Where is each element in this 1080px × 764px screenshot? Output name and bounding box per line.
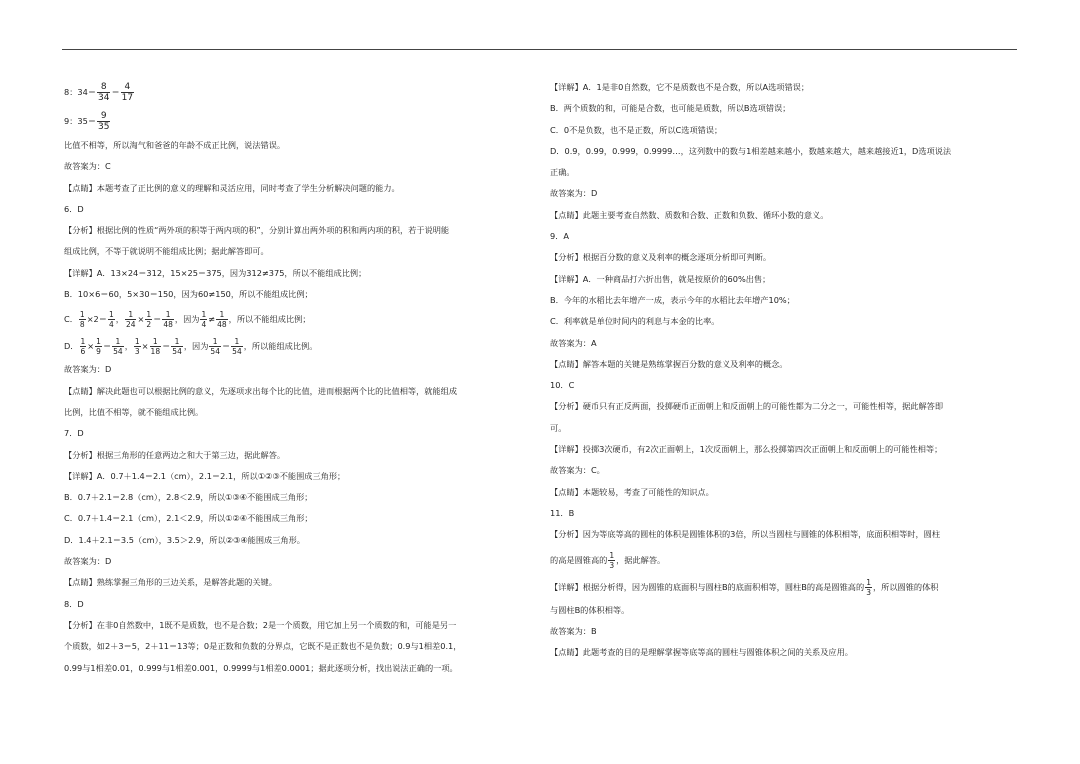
text-line-l11 xyxy=(64,310,526,329)
text-line-l22: 故答案为：D xyxy=(64,556,112,567)
text-line-l18: 【详解】A．0.7＋1.4＝2.1（cm），2.1＝2.1，所以①②③不能围成三角形； xyxy=(64,470,346,481)
text-line-r9: 【分析】根据百分数的意义及利率的概念逐项分析即可判断。 xyxy=(550,252,772,263)
fraction-denominator: 4 xyxy=(108,320,114,330)
text-run: ＝ xyxy=(111,87,120,97)
text-run: ，所以不能组成比例； xyxy=(228,314,311,325)
text-run: ≠ xyxy=(208,314,216,325)
text-line-l26: 个质数，如2＋3＝5，2＋11＝13等；0是正数和负数的分界点，它既不是正数也不是负数；0.9与1相差0.1， xyxy=(64,641,462,652)
text-line-l19: B．0.7＋2.1＝2.8（cm），2.8＜2.9，所以①③④不能围成三角形； xyxy=(64,492,313,503)
text-line-l9: 【详解】A．13×24＝312，15×25＝375，因为312≠375，所以不能组成比例； xyxy=(64,267,367,278)
fraction-numerator: 1 xyxy=(609,550,615,560)
text-line-l14: 【点睛】解决此题也可以根据比例的意义，先逐项求出每个比的比值，进而根据两个比的比值相等，就能组成 xyxy=(64,385,458,396)
fraction-numerator: 1 xyxy=(125,310,137,320)
text-line-l1 xyxy=(64,82,526,103)
fraction-denominator: 24 xyxy=(125,320,136,330)
fraction xyxy=(171,337,183,356)
text-line-r25: 与圆柱B的体积相等。 xyxy=(550,604,630,615)
text-line-r26: 故答案为：B xyxy=(550,625,597,636)
text-line-r3: C．0不是负数，也不是正数，所以C选项错误； xyxy=(550,124,723,135)
text-run: × xyxy=(141,341,149,352)
text-line-l17: 【分析】根据三角形的任意两边之和大于第三边，据此解答。 xyxy=(64,449,286,460)
fraction-denominator: 6 xyxy=(80,347,86,357)
text-line-r6: 故答案为：D xyxy=(550,188,598,199)
fraction-denominator: 2 xyxy=(146,320,152,330)
text-run: 9：35＝ xyxy=(64,116,97,126)
text-run: 的高是圆锥高的 xyxy=(550,554,608,565)
text-line-l5: 【点睛】本题考查了正比例的意义的理解和灵活应用，同时考查了学生分析解决问题的能力。 xyxy=(64,182,400,193)
text-line-r8: 9．A xyxy=(550,231,569,242)
fraction xyxy=(150,337,162,356)
text-line-r12: C．利率就是单位时间内的利息与本金的比率。 xyxy=(550,316,720,327)
fraction-denominator: 9 xyxy=(96,347,101,357)
text-line-l27: 0.99与1相差0.01，0.999与1相差0.001，0.9999与1相差0.0001；据此逐项分析，找出说法正确的一项。 xyxy=(64,662,458,673)
text-run: 8：34＝ xyxy=(64,87,97,97)
text-run: × xyxy=(137,314,145,325)
fraction-denominator: 3 xyxy=(609,560,615,570)
fraction-denominator: 34 xyxy=(98,93,110,103)
fraction-denominator: 3 xyxy=(134,347,140,357)
fraction-denominator: 3 xyxy=(866,587,871,597)
fraction xyxy=(108,310,115,329)
text-run: ，因为 xyxy=(183,341,209,352)
text-line-r5: 正确。 xyxy=(550,167,575,178)
text-run: ，所以圆锥的体积 xyxy=(872,581,939,592)
fraction xyxy=(865,578,872,597)
text-line-l6: 6．D xyxy=(64,203,84,214)
text-run: ， xyxy=(124,341,133,352)
text-line-r4: D．0.9，0.99，0.999，0.9999…，这列数中的数与1相差越来越小，数越来越大，越来越接近1，D选项说法 xyxy=(550,145,952,156)
text-line-r18: 【详解】投掷3次硬币，有2次正面朝上，1次反面朝上，那么投掷第四次正面朝上和反面朝上的可能性相等； xyxy=(550,444,943,455)
text-run: × xyxy=(87,341,95,352)
text-line-l24: 8．D xyxy=(64,598,84,609)
text-line-r10: 【详解】A．一种商品打六折出售，就是按原价的60%出售； xyxy=(550,273,771,284)
text-line-l13: 故答案为：D xyxy=(64,364,112,375)
fraction xyxy=(216,310,228,329)
text-run: ×2＝ xyxy=(86,314,107,325)
text-line-r2: B．两个质数的和，可能是合数，也可能是质数，所以B选项错误； xyxy=(550,103,791,114)
fraction-numerator: 1 xyxy=(80,337,86,347)
fraction-numerator: 4 xyxy=(121,82,134,93)
text-line-l10: B．10×6＝60，5×30＝150，因为60≠150，所以不能组成比例； xyxy=(64,289,313,300)
text-line-r13: 故答案为：A xyxy=(550,337,597,348)
text-line-r22: 【分析】因为等底等高的圆柱的体积是圆锥体积的3倍，所以当圆柱与圆锥的体积相等，底面积相等时，圆柱 xyxy=(550,529,941,540)
text-line-r16: 【分析】硬币只有正反两面，投掷硬币正面朝上和反面朝上的可能性都为二分之一，可能性相等，据此解答即 xyxy=(550,401,944,412)
fraction-denominator: 8 xyxy=(79,320,85,330)
text-run: ＝ xyxy=(221,341,231,352)
fraction-numerator: 1 xyxy=(231,337,243,347)
fraction xyxy=(231,337,243,356)
fraction-numerator: 1 xyxy=(134,337,140,347)
text-line-r19: 故答案为：C。 xyxy=(550,465,605,476)
text-run: ＝ xyxy=(102,341,112,352)
fraction-numerator: 1 xyxy=(96,337,101,347)
text-run: 【详解】根据分析得，因为圆锥的底面积与圆柱B的底面积相等，圆柱B的高是圆锥高的 xyxy=(550,581,865,592)
text-line-r7: 【点睛】此题主要考查自然数、质数和合数、正数和负数、循环小数的意义。 xyxy=(550,209,829,220)
fraction-denominator: 54 xyxy=(210,347,220,357)
text-line-l8: 组成比例，不等于就说明不能组成比例；据此解答即可。 xyxy=(64,246,269,257)
text-line-r24 xyxy=(550,578,1012,597)
fraction-denominator: 48 xyxy=(217,320,227,330)
fraction-numerator: 1 xyxy=(866,577,871,587)
text-line-l3: 比值不相等，所以淘气和爸爸的年龄不成正比例，说法错误。 xyxy=(64,140,286,150)
fraction-numerator: 1 xyxy=(146,310,152,320)
text-line-r14: 【点睛】解答本题的关键是熟练掌握百分数的意义及利率的概念。 xyxy=(550,358,788,369)
text-line-l12 xyxy=(64,337,526,356)
fraction xyxy=(125,310,137,329)
text-line-r27: 【点睛】此题考查的目的是理解掌握等底等高的圆柱与圆锥体积之间的关系及应用。 xyxy=(550,647,853,658)
fraction-numerator: 1 xyxy=(150,337,162,347)
fraction-numerator: 8 xyxy=(97,82,110,93)
text-line-l15: 比例，比值不相等，就不能组成比例。 xyxy=(64,406,204,417)
fraction xyxy=(80,337,87,356)
text-line-r20: 【点睛】本题较易，考查了可能性的知识点。 xyxy=(550,486,714,497)
text-run: ，因为 xyxy=(174,314,200,325)
fraction-denominator: 54 xyxy=(113,347,123,357)
fraction xyxy=(121,82,134,103)
right-column xyxy=(550,82,1012,668)
fraction-denominator: 18 xyxy=(150,347,161,357)
text-run: ，所以能组成比例。 xyxy=(243,341,318,352)
fraction-numerator: 1 xyxy=(216,310,228,320)
text-line-r15: 10．C xyxy=(550,380,575,391)
fraction xyxy=(112,337,124,356)
header-rule xyxy=(62,49,1017,50)
text-line-l20: C．0.7＋1.4＝2.1（cm），2.1＜2.9，所以①②④不能围成三角形； xyxy=(64,513,313,524)
fraction-numerator: 1 xyxy=(162,310,174,320)
fraction-numerator: 9 xyxy=(97,111,110,122)
fraction-numerator: 1 xyxy=(108,310,114,320)
fraction xyxy=(200,310,207,329)
text-line-r23 xyxy=(550,551,1012,570)
text-line-l7: 【分析】根据比例的性质“两外项的积等于两内项的积”，分别计算出两外项的积和两内项的积，若于说明能 xyxy=(64,225,450,236)
fraction xyxy=(162,310,174,329)
fraction-numerator: 1 xyxy=(209,337,221,347)
fraction-numerator: 1 xyxy=(79,310,85,320)
fraction-numerator: 1 xyxy=(201,310,207,320)
text-line-l2 xyxy=(64,111,526,132)
fraction-denominator: 54 xyxy=(232,347,242,357)
fraction-denominator: 17 xyxy=(121,93,134,103)
fraction xyxy=(209,337,221,356)
text-line-r1: 【详解】A．1是非0自然数，它不是质数也不是合数，所以A选项错误； xyxy=(550,82,810,92)
left-column xyxy=(64,82,526,684)
text-line-l21: D．1.4＋2.1＝3.5（cm），3.5＞2.9，所以②③④能围成三角形。 xyxy=(64,534,305,545)
text-run: ， xyxy=(115,314,124,325)
fraction-numerator: 1 xyxy=(171,337,183,347)
fraction xyxy=(79,310,86,329)
text-run: ＝ xyxy=(162,341,171,352)
text-run: ，据此解答。 xyxy=(616,554,666,565)
text-line-r17: 可。 xyxy=(550,422,567,433)
fraction-denominator: 4 xyxy=(201,320,207,330)
fraction xyxy=(145,310,152,329)
fraction xyxy=(97,82,110,103)
fraction-denominator: 48 xyxy=(163,320,173,330)
fraction xyxy=(95,337,102,356)
fraction xyxy=(608,551,615,570)
fraction-denominator: 54 xyxy=(172,347,182,357)
text-run: ＝ xyxy=(153,314,162,325)
text-line-l25: 【分析】在非0自然数中，1既不是质数，也不是合数；2是一个质数，用它加上另一个质数的和，可能是另一 xyxy=(64,619,457,630)
text-line-l16: 7．D xyxy=(64,428,84,439)
text-line-l23: 【点睛】熟练掌握三角形的三边关系，是解答此题的关键。 xyxy=(64,577,277,588)
text-line-l4: 故答案为：C xyxy=(64,161,111,172)
fraction xyxy=(134,337,141,356)
text-run: D． xyxy=(64,341,79,352)
text-line-r11: B．今年的水稻比去年增产一成，表示今年的水稻比去年增产10%； xyxy=(550,294,795,305)
text-run: C． xyxy=(64,314,78,325)
fraction xyxy=(97,111,110,132)
text-line-r21: 11．B xyxy=(550,507,575,518)
fraction-numerator: 1 xyxy=(112,337,124,347)
fraction-denominator: 35 xyxy=(98,122,110,132)
